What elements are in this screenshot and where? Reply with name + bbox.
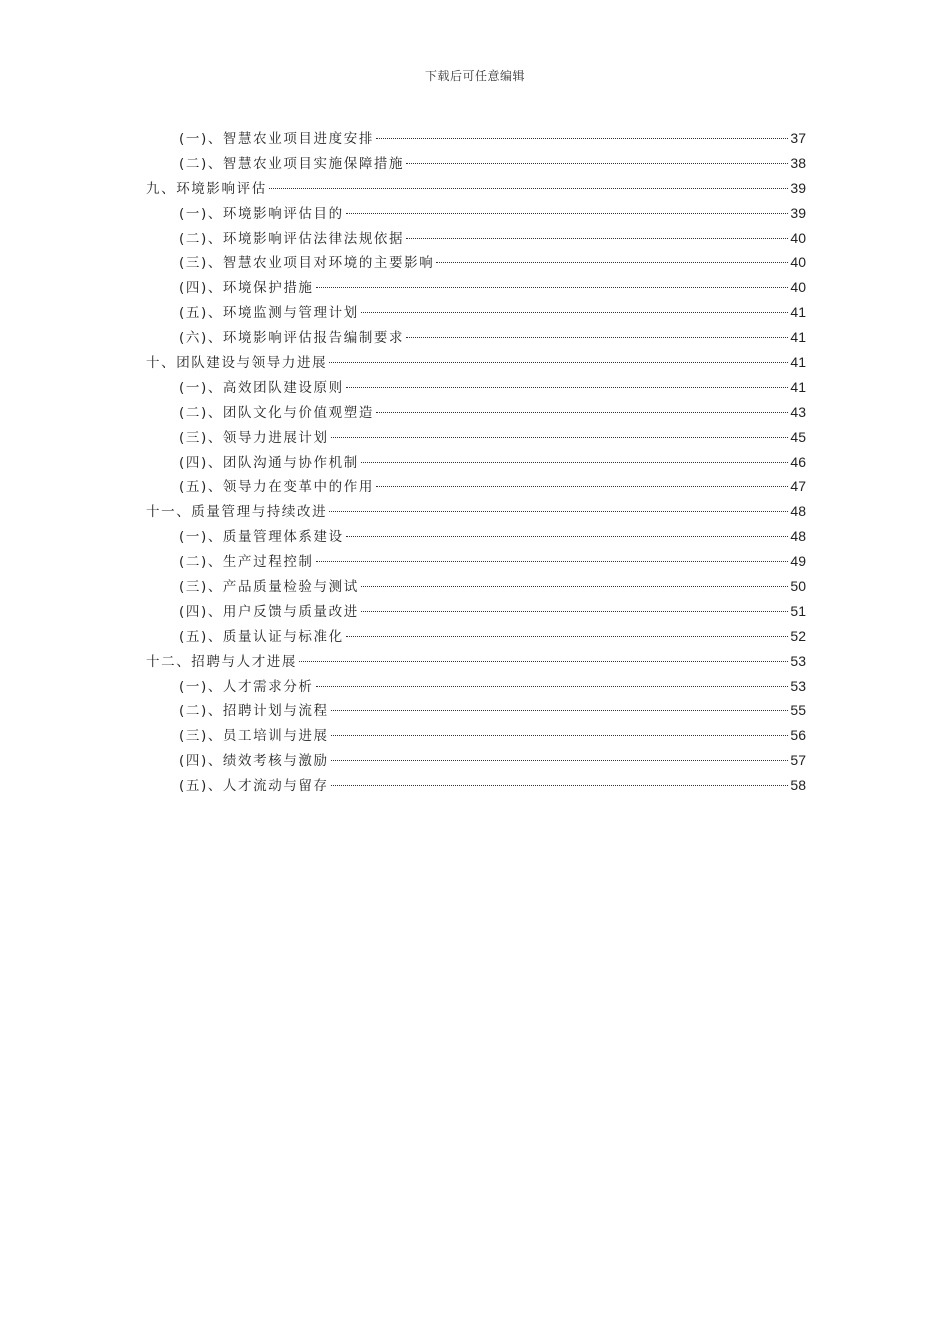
toc-dot-leader bbox=[316, 686, 789, 687]
toc-entry-page-number: 48 bbox=[790, 503, 806, 520]
toc-entry-title: (一)、质量管理体系建设 bbox=[179, 529, 344, 546]
toc-entry-title: (四)、环境保护措施 bbox=[179, 280, 314, 297]
toc-dot-leader bbox=[346, 636, 789, 637]
toc-dot-leader bbox=[361, 462, 789, 463]
toc-dot-leader bbox=[376, 486, 788, 487]
toc-entry-page-number: 41 bbox=[790, 304, 806, 321]
toc-entry-title: (三)、领导力进展计划 bbox=[179, 429, 329, 446]
toc-entry[interactable] bbox=[146, 201, 806, 226]
toc-entry-page-number: 39 bbox=[790, 204, 806, 221]
toc-dot-leader bbox=[376, 138, 788, 139]
toc-entry-page-number: 53 bbox=[790, 677, 806, 694]
toc-entry-title: (三)、智慧农业项目对环境的主要影响 bbox=[179, 255, 435, 272]
toc-entry-title: (三)、员工培训与进展 bbox=[179, 728, 329, 745]
toc-entry-page-number: 41 bbox=[790, 354, 806, 371]
toc-entry-title: 十二、招聘与人才进展 bbox=[146, 653, 297, 670]
toc-entry-page-number: 45 bbox=[790, 428, 806, 445]
toc-dot-leader bbox=[436, 262, 788, 263]
toc-entry-page-number: 48 bbox=[790, 528, 806, 545]
toc-entry-title: (五)、领导力在变革中的作用 bbox=[179, 479, 374, 496]
toc-dot-leader bbox=[329, 511, 788, 512]
toc-entry-title: (五)、质量认证与标准化 bbox=[179, 628, 344, 645]
toc-entry-page-number: 38 bbox=[790, 154, 806, 171]
toc-entry-title: (三)、产品质量检验与测试 bbox=[179, 579, 359, 596]
toc-entry[interactable] bbox=[146, 250, 806, 275]
toc-dot-leader bbox=[361, 586, 789, 587]
toc-entry-title: (六)、环境影响评估报告编制要求 bbox=[179, 330, 405, 347]
toc-entry-page-number: 37 bbox=[790, 130, 806, 146]
page-header: 下载后可任意编辑 bbox=[424, 69, 525, 83]
toc-entry-title: (二)、招聘计划与流程 bbox=[179, 703, 329, 720]
toc-entry-page-number: 40 bbox=[790, 279, 806, 296]
toc-entry-page-number: 56 bbox=[790, 727, 806, 744]
toc-entry-page-number: 49 bbox=[790, 553, 806, 570]
toc-entry-title: (二)、智慧农业项目实施保障措施 bbox=[179, 155, 405, 172]
toc-entry-page-number: 53 bbox=[790, 652, 806, 669]
toc-entry[interactable] bbox=[146, 350, 806, 375]
toc-entry-page-number: 41 bbox=[790, 329, 806, 346]
toc-entry[interactable] bbox=[146, 748, 806, 773]
toc-dot-leader bbox=[331, 437, 789, 438]
toc-entry-page-number: 46 bbox=[790, 453, 806, 470]
toc-entry[interactable] bbox=[146, 400, 806, 425]
toc-entry[interactable] bbox=[146, 499, 806, 524]
toc-entry-title: (四)、绩效考核与激励 bbox=[179, 753, 329, 770]
toc-entry-page-number: 52 bbox=[790, 627, 806, 644]
toc-entry-title: (五)、人才流动与留存 bbox=[179, 778, 329, 795]
toc-entry-page-number: 40 bbox=[790, 229, 806, 246]
toc-dot-leader bbox=[406, 238, 788, 239]
toc-entry[interactable] bbox=[146, 599, 806, 624]
toc-entry-page-number: 57 bbox=[790, 752, 806, 769]
toc-entry[interactable] bbox=[146, 151, 806, 176]
toc-dot-leader bbox=[331, 760, 789, 761]
toc-entry-title: (二)、团队文化与价值观塑造 bbox=[179, 404, 374, 421]
toc-entry-title: (五)、环境监测与管理计划 bbox=[179, 305, 359, 322]
toc-dot-leader bbox=[406, 163, 788, 164]
toc-entry-page-number: 39 bbox=[790, 179, 806, 196]
toc-entry[interactable] bbox=[146, 574, 806, 599]
toc-dot-leader bbox=[331, 785, 789, 786]
toc-entry[interactable] bbox=[146, 773, 806, 798]
toc-dot-leader bbox=[406, 337, 788, 338]
toc-dot-leader bbox=[361, 611, 789, 612]
toc-dot-leader bbox=[329, 362, 788, 363]
toc-entry[interactable] bbox=[146, 425, 806, 450]
toc-dot-leader bbox=[331, 710, 789, 711]
toc-entry[interactable] bbox=[146, 325, 806, 350]
toc-entry[interactable] bbox=[146, 275, 806, 300]
toc-entry-page-number: 43 bbox=[790, 403, 806, 420]
toc-entry-page-number: 41 bbox=[790, 378, 806, 395]
toc-entry-title: (一)、人才需求分析 bbox=[179, 678, 314, 695]
toc-dot-leader bbox=[316, 561, 789, 562]
toc-entry-title: (二)、环境影响评估法律法规依据 bbox=[179, 230, 405, 247]
toc-entry[interactable] bbox=[146, 624, 806, 649]
toc-entry[interactable] bbox=[146, 226, 806, 251]
toc-entry[interactable] bbox=[146, 176, 806, 201]
toc-entry[interactable] bbox=[146, 698, 806, 723]
toc-dot-leader bbox=[346, 213, 789, 214]
toc-dot-leader bbox=[346, 387, 789, 388]
toc-entry[interactable] bbox=[146, 723, 806, 748]
toc-entry-title: 十、团队建设与领导力进展 bbox=[146, 355, 328, 372]
toc-entry[interactable] bbox=[146, 375, 806, 400]
toc-dot-leader bbox=[346, 536, 789, 537]
toc-entry[interactable] bbox=[146, 674, 806, 699]
toc-entry-title: 九、环境影响评估 bbox=[146, 180, 267, 197]
toc-entry[interactable] bbox=[146, 474, 806, 499]
toc-entry-title: (四)、团队沟通与协作机制 bbox=[179, 454, 359, 471]
toc-entry[interactable] bbox=[146, 549, 806, 574]
toc-entry-page-number: 51 bbox=[790, 602, 806, 619]
toc-dot-leader bbox=[331, 735, 789, 736]
toc-dot-leader bbox=[361, 312, 789, 313]
toc-entry-title: 十一、质量管理与持续改进 bbox=[146, 504, 328, 521]
toc-entry-page-number: 55 bbox=[790, 702, 806, 719]
toc-entry-page-number: 47 bbox=[790, 478, 806, 495]
toc-dot-leader bbox=[299, 661, 788, 662]
toc-entry-page-number: 40 bbox=[790, 254, 806, 271]
toc-entry[interactable] bbox=[146, 126, 806, 151]
toc-entry-title: (一)、智慧农业项目进度安排 bbox=[179, 131, 374, 147]
toc-entry-title: (二)、生产过程控制 bbox=[179, 554, 314, 571]
toc-entry-page-number: 50 bbox=[790, 578, 806, 595]
toc-entry-page-number: 58 bbox=[790, 777, 806, 794]
toc-entry[interactable] bbox=[146, 450, 806, 475]
table-of-contents bbox=[146, 126, 806, 798]
toc-entry[interactable] bbox=[146, 524, 806, 549]
toc-entry[interactable] bbox=[146, 649, 806, 674]
toc-entry-title: (一)、环境影响评估目的 bbox=[179, 205, 344, 222]
toc-dot-leader bbox=[316, 287, 789, 288]
toc-entry-title: (四)、用户反馈与质量改进 bbox=[179, 603, 359, 620]
toc-entry-title: (一)、高效团队建设原则 bbox=[179, 379, 344, 396]
toc-dot-leader bbox=[269, 188, 789, 189]
toc-entry[interactable] bbox=[146, 300, 806, 325]
toc-dot-leader bbox=[376, 412, 788, 413]
